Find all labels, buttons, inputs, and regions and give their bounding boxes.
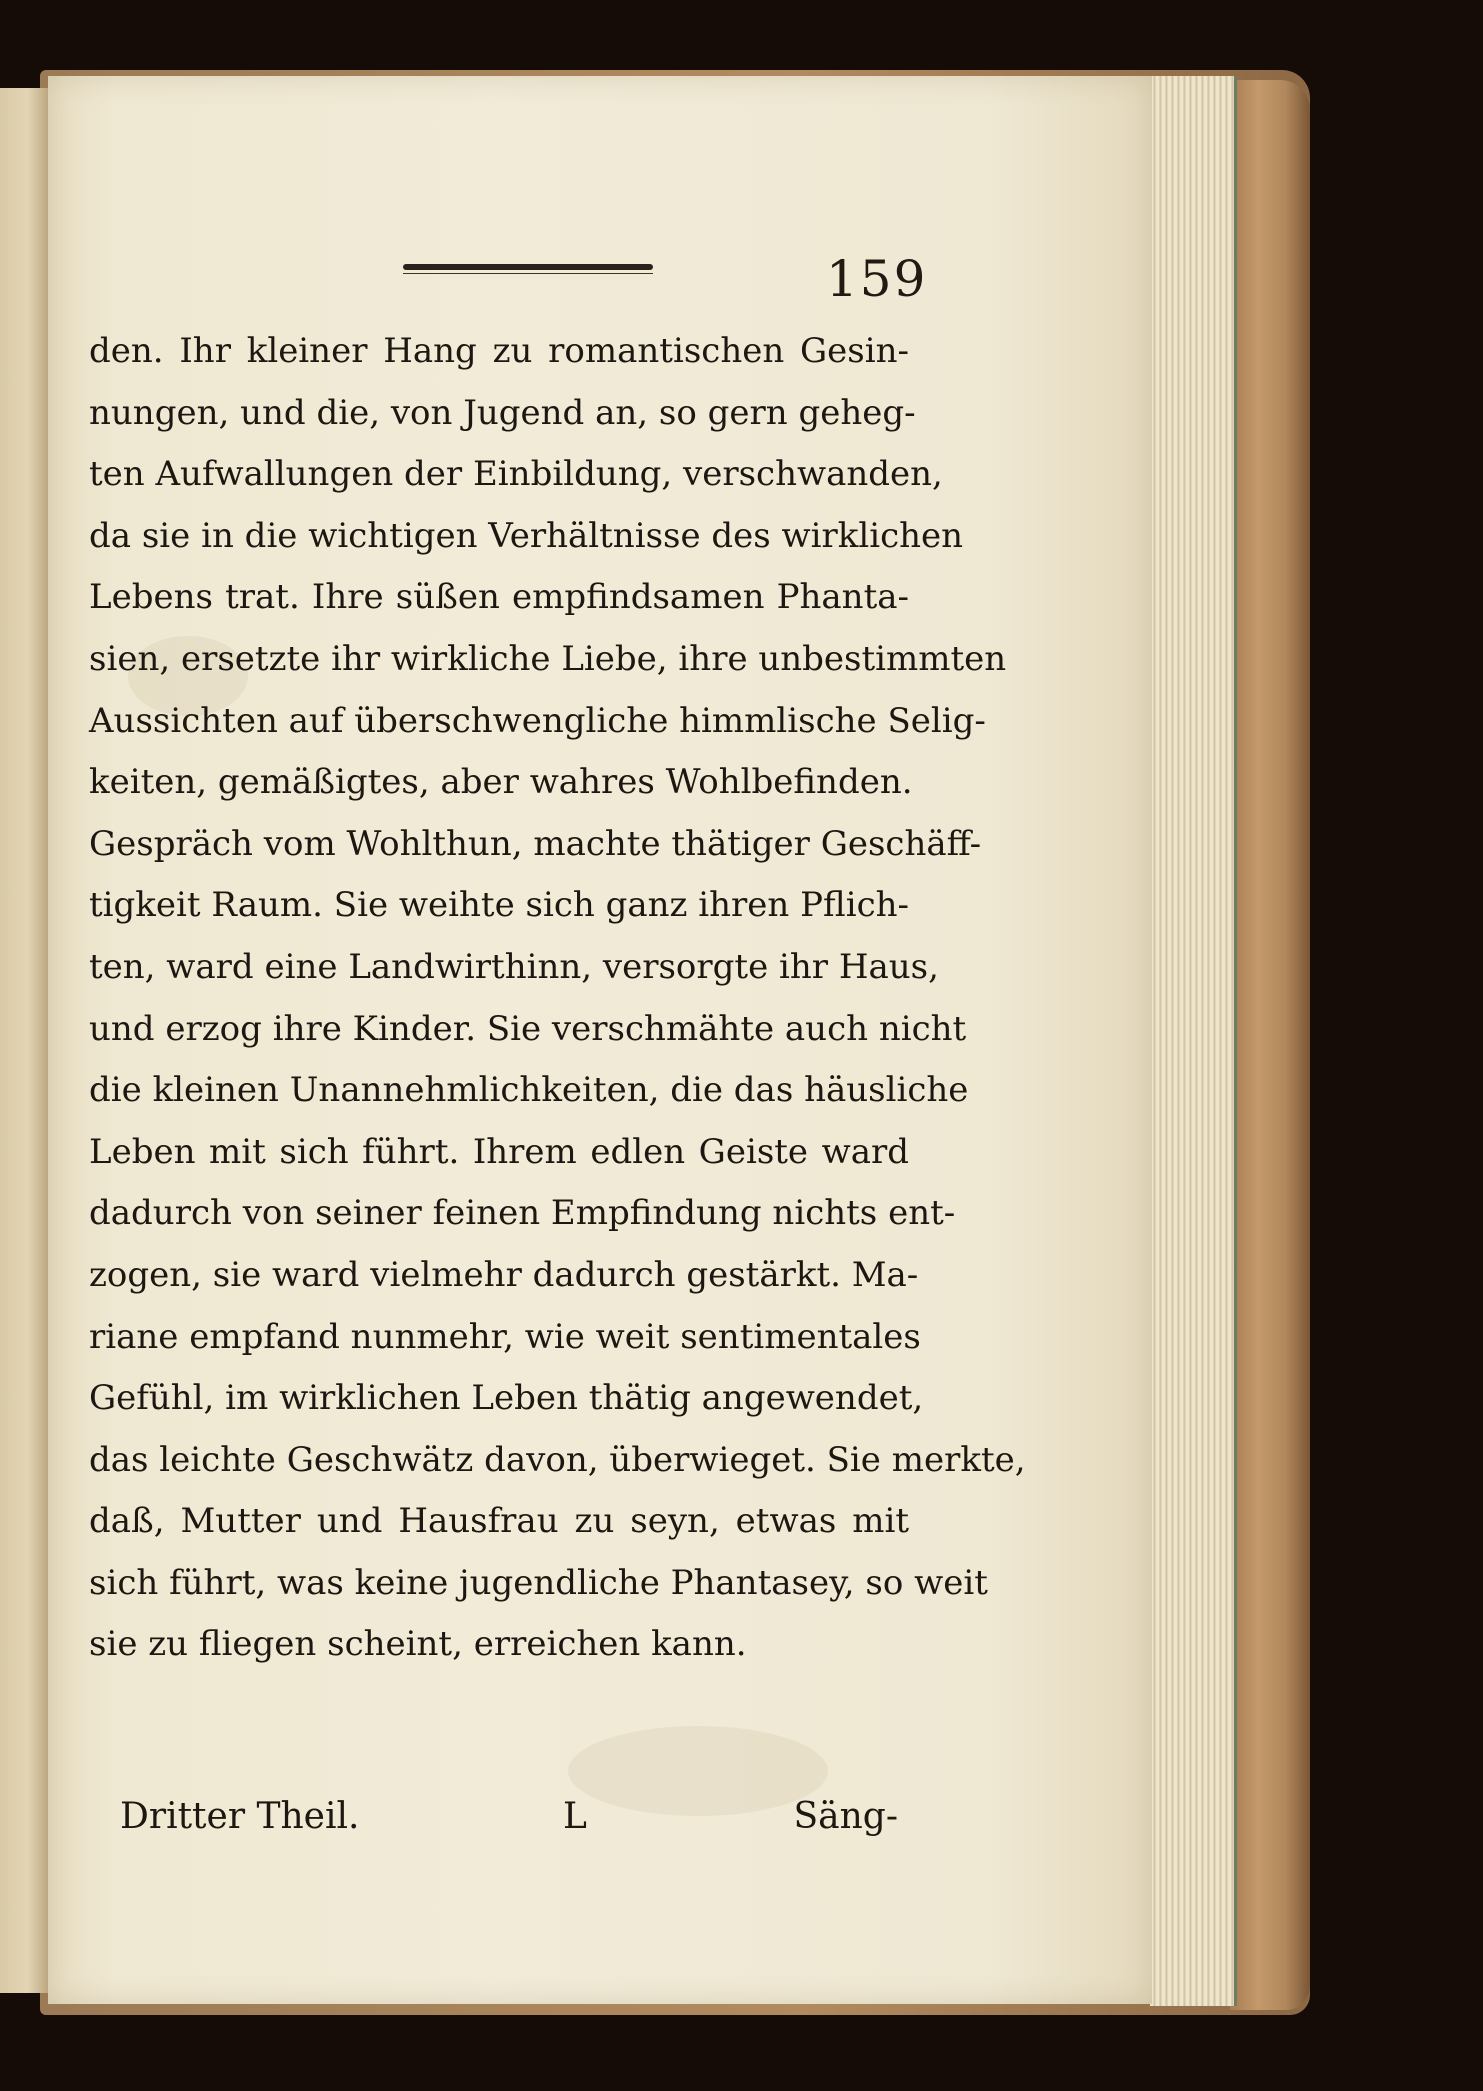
text-line: Gespräch vom Wohlthun, machte thätiger Geschäff- bbox=[89, 823, 982, 864]
text-line: dadurch von seiner feinen Empfindung nichts ent- bbox=[89, 1193, 956, 1234]
text-line: ten Aufwallungen der Einbildung, verschwanden, bbox=[89, 454, 943, 495]
book-cover-edge bbox=[1230, 80, 1310, 2010]
page-footer bbox=[120, 1796, 898, 1856]
header-rule-thick bbox=[403, 264, 653, 270]
signature-line: Dritter Theil. bbox=[120, 1796, 360, 1837]
page-number: 159 bbox=[826, 250, 928, 308]
signature-mark: L bbox=[563, 1796, 587, 1837]
header-rule bbox=[403, 262, 653, 274]
text-line: keiten, gemäßigtes, aber wahres Wohlbefinden. bbox=[89, 762, 913, 803]
text-line: daß, Mutter und Hausfrau zu seyn, etwas mit bbox=[89, 1501, 909, 1542]
text-line: ten, ward eine Landwirthinn, versorgte ihr Haus, bbox=[89, 946, 939, 987]
text-line: sich führt, was keine jugendliche Phantasey, so weit bbox=[89, 1562, 988, 1603]
text-line: sien, ersetzte ihr wirkliche Liebe, ihre unbestimmten bbox=[89, 638, 1007, 679]
text-line: nungen, und die, von Jugend an, so gern geheg- bbox=[89, 392, 916, 433]
header-rule-thin bbox=[403, 273, 653, 274]
body-text bbox=[89, 321, 1026, 1676]
book-page bbox=[48, 76, 1152, 2004]
text-line: sie zu fliegen scheint, erreichen kann. bbox=[89, 1624, 747, 1665]
catchword: Säng- bbox=[793, 1796, 898, 1837]
text-line: die kleinen Unannehmlichkeiten, die das häusliche bbox=[89, 1070, 969, 1111]
page-stack-edges bbox=[1150, 76, 1237, 2006]
text-line: Lebens trat. Ihre süßen empfindsamen Phanta- bbox=[89, 577, 909, 618]
text-line: Gefühl, im wirklichen Leben thätig angewendet, bbox=[89, 1378, 924, 1419]
text-line: da sie in die wichtigen Verhältnisse des wirklichen bbox=[89, 515, 964, 556]
text-line: das leichte Geschwätz davon, überwieget. Sie merkte, bbox=[89, 1439, 1026, 1480]
text-line: tigkeit Raum. Sie weihte sich ganz ihren Pflich- bbox=[89, 885, 909, 926]
text-line: Aussichten auf überschwengliche himmlische Selig- bbox=[89, 700, 986, 741]
text-line: zogen, sie ward vielmehr dadurch gestärkt. Ma- bbox=[89, 1254, 919, 1295]
text-line: den. Ihr kleiner Hang zu romantischen Gesin- bbox=[89, 331, 909, 371]
text-line: riane empfand nunmehr, wie weit sentimentales bbox=[89, 1316, 921, 1357]
previous-page-edge bbox=[0, 88, 52, 1993]
text-line: Leben mit sich führt. Ihrem edlen Geiste ward bbox=[89, 1131, 909, 1172]
text-line: und erzog ihre Kinder. Sie verschmähte auch nicht bbox=[89, 1008, 967, 1049]
